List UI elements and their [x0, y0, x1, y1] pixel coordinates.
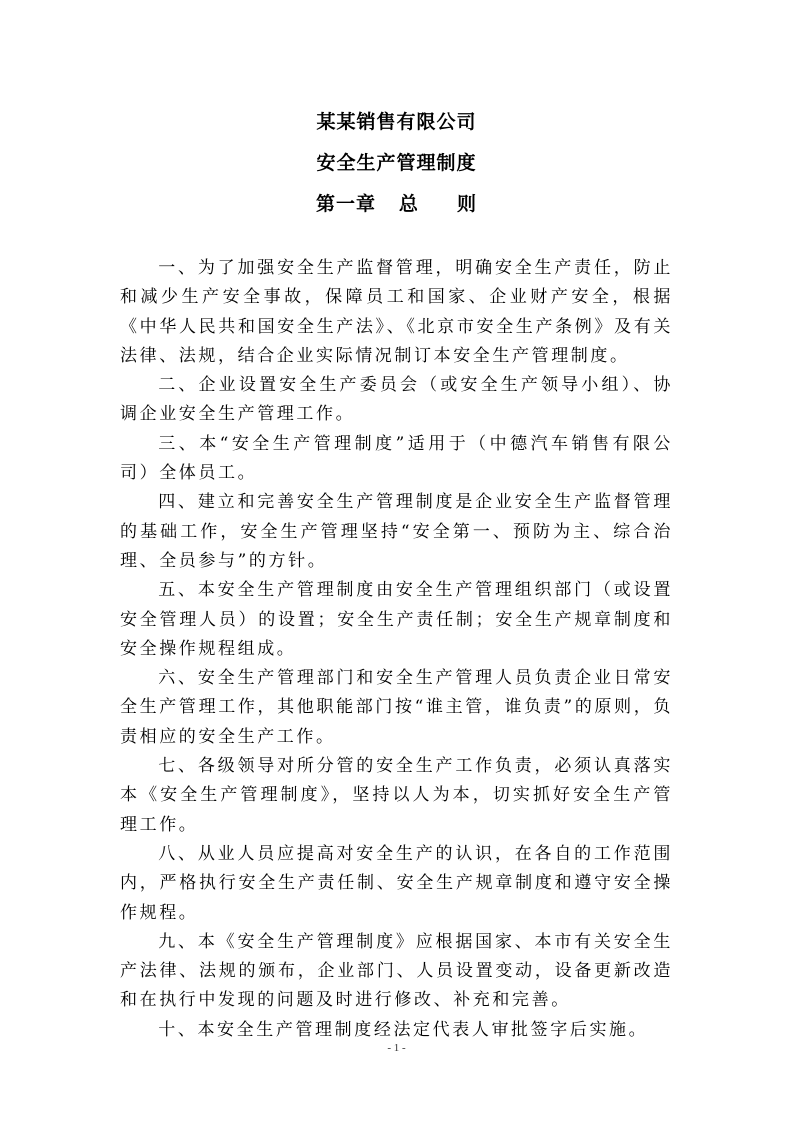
article-6: 六、安全生产管理部门和安全生产管理人员负责企业日常安全生产管理工作，其他职能部门按“谁主管，谁负责”的原则，负责相应的安全生产工作。 — [120, 668, 673, 747]
article-4: 四、建立和完善安全生产管理制度是企业安全生产监督管理的基础工作，安全生产管理坚持“安全第一、预防为主、综合治理、全员参与”的方针。 — [120, 492, 673, 571]
document-body — [120, 254, 673, 1045]
article-8: 八、从业人员应提高对安全生产的认识，在各自的工作范围内，严格执行安全生产责任制、安全生产规章制度和遵守安全操作规程。 — [120, 843, 673, 923]
article-2: 二、企业设置安全生产委员会（或安全生产领导小组）、协调企业安全生产管理工作。 — [120, 375, 673, 425]
chapter-heading: 第一章 总 则 — [316, 193, 477, 215]
article-5: 五、本安全生产管理制度由安全生产管理组织部门（或设置安全管理人员）的设置；安全生产责任制；安全生产规章制度和安全操作规程组成。 — [120, 580, 673, 659]
document-title: 安全生产管理制度 — [316, 152, 477, 174]
article-1: 一、为了加强安全生产监督管理，明确安全生产责任，防止和减少生产安全事故，保障员工和国家、企业财产安全，根据《中华人民共和国安全生产法》、《北京市安全生产条例》及有关法律、法规，结合企业实际情况制订本安全生产管理制度。 — [120, 258, 673, 366]
article-3: 三、本“安全生产管理制度”适用于（中德汽车销售有限公司）全体员工。 — [120, 433, 673, 484]
article-9: 九、本《安全生产管理制度》应根据国家、本市有关安全生产法律、法规的颁布，企业部门、人员设置变动，设备更新改造和在执行中发现的问题及时进行修改、补充和完善。 — [120, 931, 673, 1011]
title-block — [0, 102, 793, 225]
company-name: 某某销售有限公司 — [316, 111, 477, 133]
article-10: 十、本安全生产管理制度经法定代表人审批签字后实施。 — [158, 1019, 649, 1040]
page-number: - 1 - — [387, 1042, 406, 1054]
article-7: 七、各级领导对所分管的安全生产工作负责，必须认真落实本《安全生产管理制度》，坚持以人为本，切实抓好安全生产管理工作。 — [120, 756, 673, 835]
